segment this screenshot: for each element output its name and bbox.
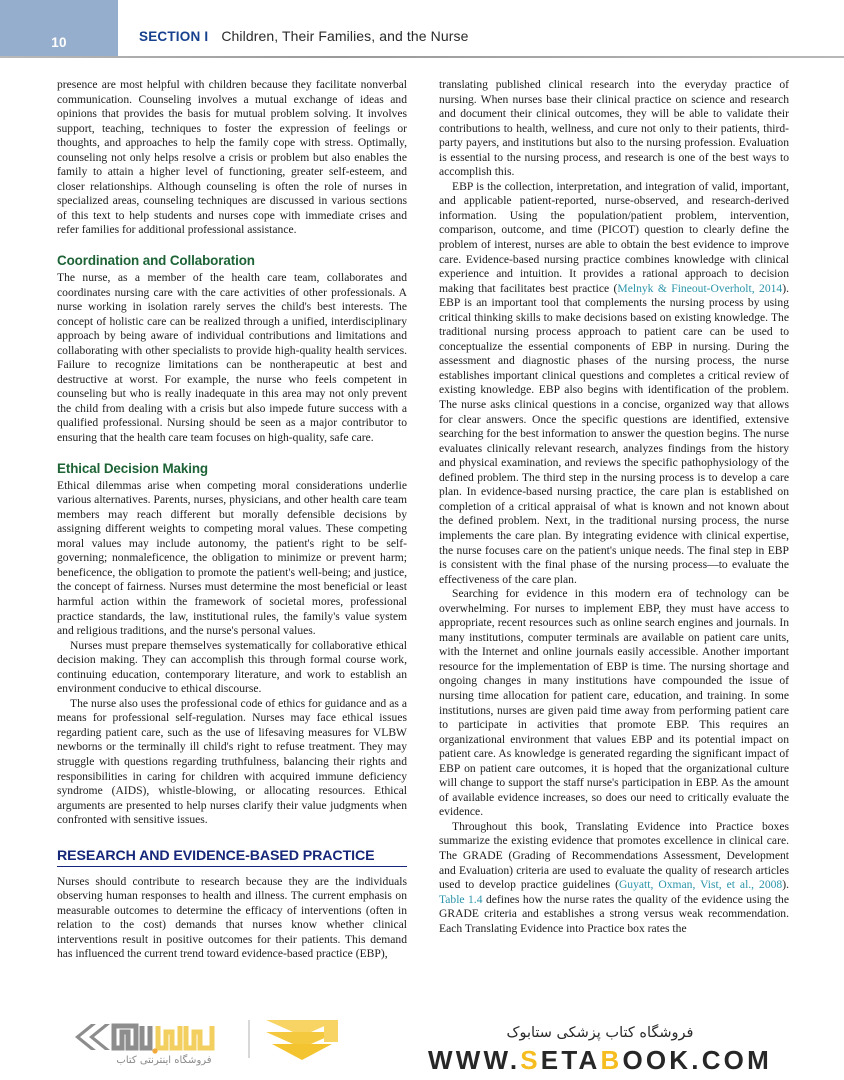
page-header	[0, 0, 844, 70]
heading-ethical-decision-making: Ethical Decision Making	[57, 460, 208, 476]
grade-text-after: defines how the nurse rates the quality of the evidence using the GRADE criteria and establishes a strong versus weak recommendation. Each Translating Evidence into Practice box rates the	[439, 892, 789, 935]
heading-coordination-and-collaboration: Coordination and Collaboration	[57, 253, 255, 269]
grade-text-middle: ).	[782, 878, 789, 892]
paragraph-ethical-1: Ethical dilemmas arise when competing moral considerations underlie various alternatives. Parents, nurses, physicians, and other health care team members may reach different but morally defensible decisions by assigning different weights to competing moral values. These competing moral values may include autonomy, the patient's right to be self-governing; nonmaleficence, the obligation to minimize or prevent harm; beneficence, the obligation to promote the patient's well-being; and justice, the concept of fairness. Nurses must determine the most beneficial or least harmful action within the framework of societal mores, professional practice standards, the law, institutional rules, the family's value system and religious traditions, and the nurse's personal values.	[57, 478, 407, 638]
citation-guyatt-oxman-vist[interactable]: Guyatt, Oxman, Vist, et al., 2008	[618, 878, 783, 892]
heading-research-and-evidence-based-practice: RESEARCH AND EVIDENCE-BASED PRACTICE	[57, 848, 407, 867]
running-head-section-title: Children, Their Families, and the Nurse	[221, 28, 469, 44]
ebp-text-before-citation: EBP is the collection, interpretation, and integration of valid, important, and applicable patient-reported, nurse-observed, and research-derived information. Using the population/patient problem, intervention, comparison, outcome, and time (PICOT) question to clearly define the problem of interest, nurses are able to obtain the best evidence to improve care. Evidence-based nursing practice combines knowledge with clinical experience and intuition. It provides a rational approach to decision making that facilitates best practice (	[439, 179, 789, 295]
page-number: 10	[51, 35, 67, 50]
footer-store-group	[390, 1023, 810, 1076]
paragraph-ethical-2: Nurses must prepare themselves systematically for collaborative ethical decision making. They can accomplish this through formal course work, continuing education, contemporary literature, and work to establish an environment conducive to ethical discourse.	[57, 638, 407, 696]
grade-text-before-citation: Throughout this book, Translating Evidence into Practice boxes summarize the existing evidence that promotes excellence in clinical care. The GRADE (Grading of Recommendations Assessment, Development and Evaluation) criteria are used to evaluate the quality of research articles used to develop practice guidelines (	[439, 819, 789, 892]
cross-reference-table-1-4[interactable]: Table 1.4	[439, 892, 483, 906]
logo-divider	[248, 1020, 250, 1058]
paragraph-research: Nurses should contribute to research because they are the individuals observing human responses to health and illness. The current emphasis on measurable outcomes to determine the efficacy of interventions (often in relation to the cost) demands that nurses know whether clinical interventions result in positive outcomes for their patients. This demand has influenced the current trend toward evidence-based practice (EBP),	[57, 874, 407, 961]
right-column	[439, 78, 789, 1018]
url-segment-1: S	[520, 1045, 541, 1075]
running-head-section-label: SECTION I	[139, 29, 209, 44]
url-segment-2: ETA	[540, 1045, 601, 1075]
paragraph-counseling-continued: presence are most helpful with children because they facilitate nonverbal communication. Counseling involves a mutual exchange of ideas and opinions that provides the basis for mutual problem solving. It involves support, teaching, techniques to foster the expression of feelings or thoughts, and approaches to help the family cope with stress. Optimally, counseling not only helps resolve a crisis or problem but also enables the family to attain a higher level of functioning, greater self-esteem, and closer relationships. Although counseling is often the role of nurses in specialized areas, counseling techniques are discussed in various sections of this text to help students and nurses cope with immediate crises and refer families for additional professional assistance.	[57, 78, 407, 237]
paragraph-grade-criteria	[439, 820, 789, 936]
citation-melnyk-fineout-overholt[interactable]: Melnyk & Fineout-Overholt, 2014	[617, 281, 783, 295]
logo-subtitle-persian: فروشگاه اینترنتی کتاب	[116, 1055, 212, 1066]
running-head	[139, 28, 799, 44]
paragraph-ebp-definition	[439, 180, 789, 587]
gold-chevron-icon	[262, 1018, 342, 1064]
url-segment-0: WWW.	[428, 1045, 521, 1075]
paragraph-searching-for-evidence: Searching for evidence in this modern era of technology can be overwhelming. For nurses to implement EBP, they must have access to appropriate, recent resources such as online search engines and journals. In many institutions, computer terminals are available on patient care units, with the Internet and online journals easily accessible. Another important resource for the implementation of EBP is time. The nursing shortage and ongoing changes in many institutions have compounded the issue of nursing time allocation for patient care, education, and training. In some institutions, nurses are given paid time away from performing patient care to participate in activities that promote EBP. This requires an organizational environment that values EBP and its potential impact on patient care. As knowledge is generated regarding the significant impact of EBP on patient care outcomes, it is hoped that the organizational culture will change to support the staff nurse's participation in EBP. As the amount of available evidence increases, so does our need to critically evaluate the evidence.	[439, 587, 789, 819]
url-segment-4: OOK.COM	[622, 1045, 772, 1075]
footer-watermark-bar	[0, 1016, 844, 1080]
setabook-logo-icon	[62, 1020, 237, 1056]
store-website-url[interactable]	[390, 1045, 810, 1076]
page-content	[57, 78, 789, 1018]
paragraph-ethical-3: The nurse also uses the professional code of ethics for guidance and as a means for professional self-regulation. Nurses may face ethical issues regarding patient care, such as the use of lifesaving measures for VLBW newborns or the terminally ill child's right to refuse treatment. They may struggle with questions regarding truthfulness, balancing their rights and responsibilities in caring for children with acquired immune deficiency syndrome (AIDS), whistle-blowing, or allocating resources. Ethical arguments are presented to help nurses clarify their value judgments when confronted with sensitive issues.	[57, 696, 407, 827]
url-segment-3: B	[600, 1045, 623, 1075]
ebp-text-after-citation: ). EBP is an important tool that complements the nursing process by using critical thinking skills to make decisions based on existing knowledge. The traditional nursing process approach to patient care can be used to conceptualize the essential components of EBP in nursing. During the assessment and diagnostic phases of the nursing process, the nurse establishes important clinical questions and completes a critical review of existing knowledge. EBP also begins with identification of the problem. The nurse asks clinical questions in a concise, organized way that allows for clear answers. Once the specific questions are identified, extensive searching for the best information to answer the question begins. The nurse evaluates clinically relevant research, analyzes findings from the history and physical examination, and reviews the specific pathophysiology of the defined problem. The third step in the nursing process is to develop a care plan. In evidence-based nursing practice, the care plan is established on completion of a critical appraisal of what is known and not known about the defined problem. Next, in the traditional nursing process, the nurse implements the care plan. By integrating evidence with clinical expertise, the nurse focuses care on the patient's unique needs. The final step in EBP is consistent with the final phase of the nursing process—to evaluate the effectiveness of the care plan.	[439, 281, 789, 586]
paragraph-coordination: The nurse, as a member of the health care team, collaborates and coordinates nursing care with the care activities of other professionals. A nurse working in isolation rarely serves the child's best interests. The concept of holistic care can be realized through a unified, interdisciplinary approach by being aware of individual contributions and limitations and collaborating with other specialists to provide high-quality health services. Failure to recognize limitations can be nontherapeutic at best and destructive at worst. For example, the nurse who feels competent in counseling but who is really inadequate in this area may not only prevent the child from dealing with a crisis but also impede future success with a qualified professional. Nursing should be seen as a major contributor to ensuring that the health care team focuses on high-quality, safe care.	[57, 271, 407, 445]
left-column	[57, 78, 407, 1018]
header-divider-rule	[0, 56, 844, 58]
footer-logo-group	[62, 1018, 392, 1076]
store-name-persian: فروشگاه کتاب پزشکی ستابوک	[506, 1025, 694, 1041]
paragraph-translating-continued: translating published clinical research into the everyday practice of nursing. When nurses base their clinical practice on science and research and document their clinical outcomes, they will be able to validate their contributions to health, wellness, and cure not only to their patients, third-party payers, and institutions but also to the nursing profession. Evaluation is essential to the nursing process, and research is one of the best ways to accomplish this.	[439, 78, 789, 179]
